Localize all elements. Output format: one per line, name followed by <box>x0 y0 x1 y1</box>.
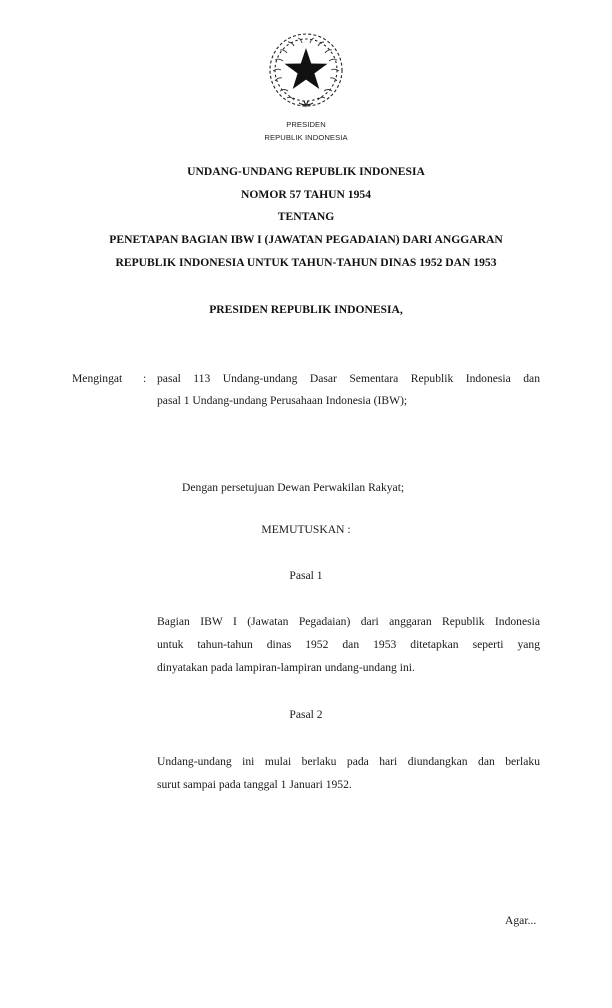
considering-text-line2: pasal 1 Undang-undang Perusahaan Indonesia (IBW); <box>157 394 408 407</box>
letterhead-caption-republic: REPUBLIK INDONESIA <box>264 133 348 142</box>
article-2-line1: Undang-undang ini mulai berlaku pada hari diundangkan dan berlaku <box>157 755 540 768</box>
document-number: NOMOR 57 TAHUN 1954 <box>241 188 371 201</box>
article-1-line2: untuk tahun-tahun dinas 1952 dan 1953 ditetapkan seperti yang <box>157 638 540 651</box>
preamble-heading: PRESIDEN REPUBLIK INDONESIA, <box>209 303 403 316</box>
article-1-line1: Bagian IBW I (Jawatan Pegadaian) dari anggaran Republik Indonesia <box>157 615 540 628</box>
considering-label: Mengingat <box>72 372 123 385</box>
article-1-title: Pasal 1 <box>289 569 323 582</box>
document-about-label: TENTANG <box>277 210 335 223</box>
considering-text-line1: pasal 113 Undang-undang Dasar Sementara Republik Indonesia dan <box>157 372 540 385</box>
approval-statement: Dengan persetujuan Dewan Perwakilan Rakyat; <box>182 481 405 494</box>
article-1-line3: dinyatakan pada lampiran-lampiran undang-undang ini. <box>157 661 415 674</box>
document-subject-line1: PENETAPAN BAGIAN IBW I (JAWATAN PEGADAIAN) DARI ANGGARAN <box>109 233 503 246</box>
page-continuation-marker: Agar... <box>505 914 537 927</box>
considering-separator: : <box>143 372 147 385</box>
document-title-line1: UNDANG-UNDANG REPUBLIK INDONESIA <box>187 165 425 178</box>
article-2-line2: surut sampai pada tanggal 1 Januari 1952. <box>157 778 352 791</box>
article-2-title: Pasal 2 <box>289 708 323 721</box>
garuda-star-wreath-emblem-icon <box>265 31 347 111</box>
letterhead-caption-president: PRESIDEN <box>286 120 326 129</box>
document-subject-line2: REPUBLIK INDONESIA UNTUK TAHUN-TAHUN DINAS 1952 DAN 1953 <box>115 256 497 269</box>
decision-heading: MEMUTUSKAN : <box>261 523 351 536</box>
